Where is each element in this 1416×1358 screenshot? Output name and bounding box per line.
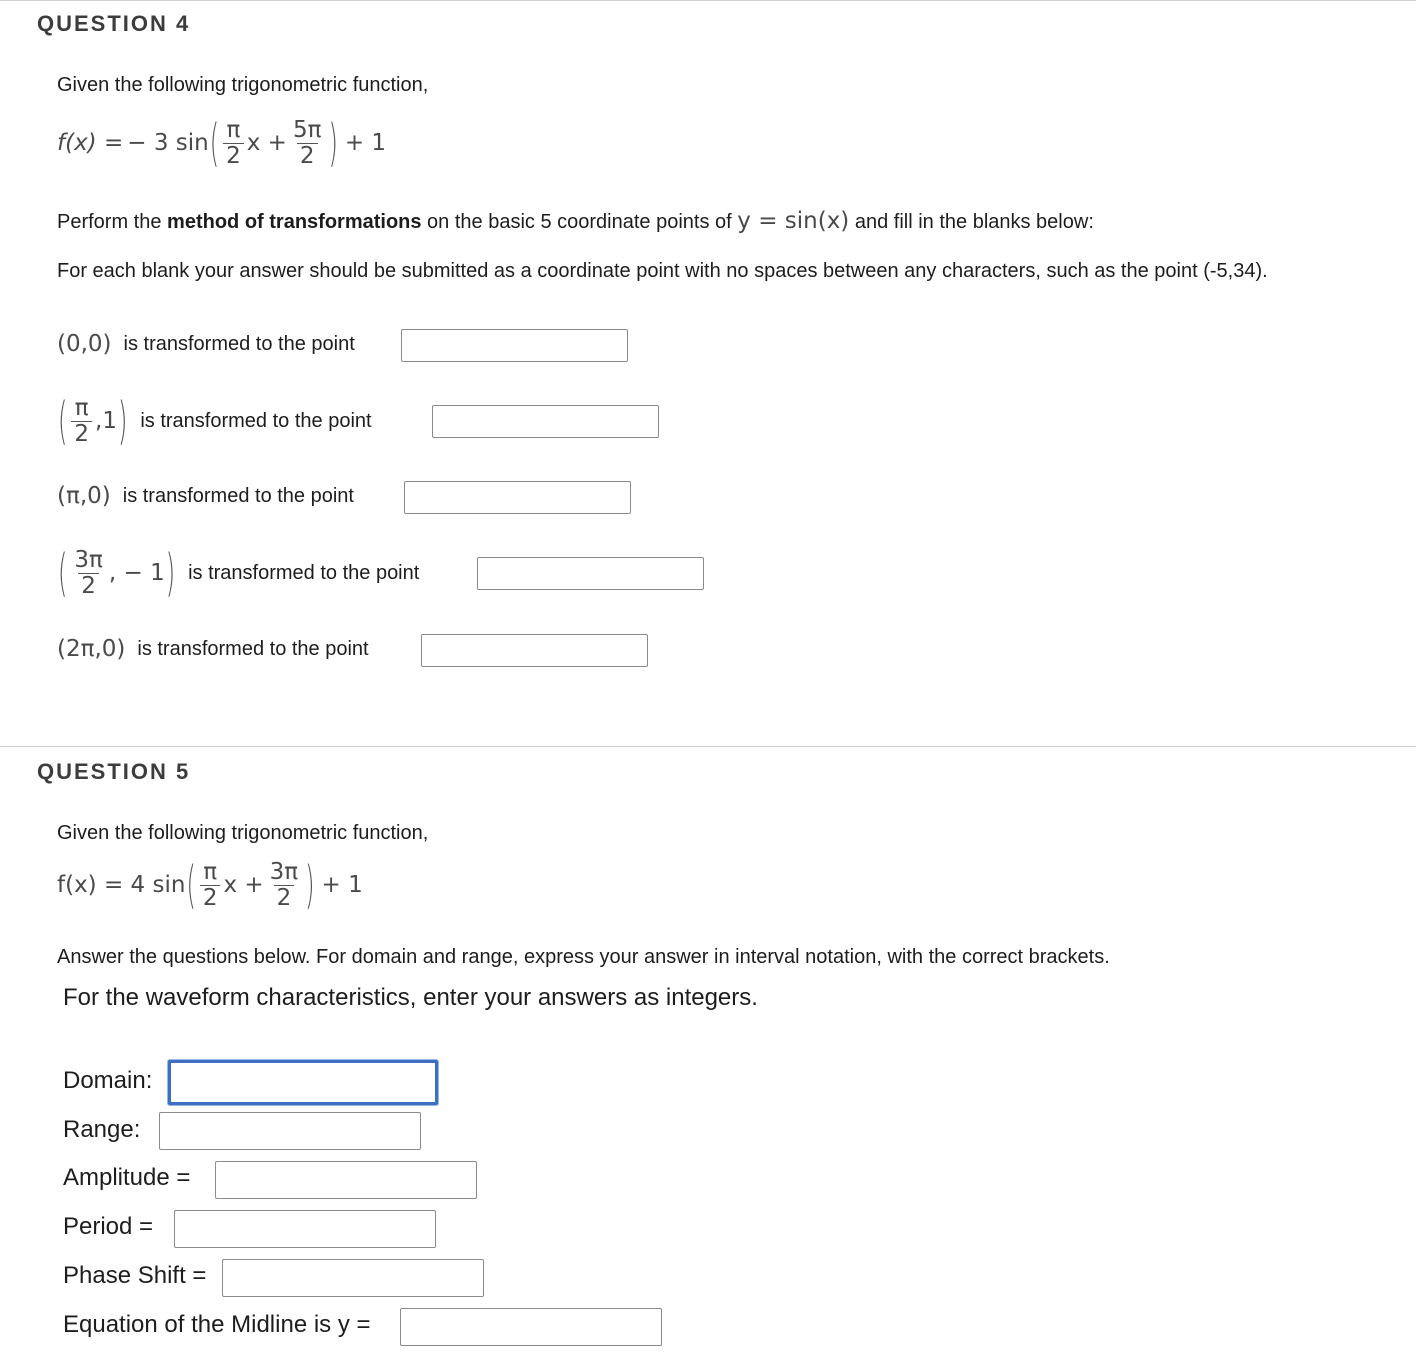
q5-frac2-num: 3π [269, 859, 299, 886]
q4-frac2-den: 2 [297, 143, 318, 168]
q4-answer-3-input[interactable] [404, 481, 631, 514]
q4-point-1-label: is transformed to the point [123, 332, 355, 355]
q4-point-5-label: is transformed to the point [137, 637, 369, 660]
q4-open-paren: ( [209, 113, 220, 173]
q4-f-lhs: f(x) = [57, 130, 124, 156]
q4-point-2-close: ) [117, 391, 128, 451]
q4-point-1 [57, 328, 355, 360]
q5-frac1-num: π [203, 859, 218, 886]
q5-frac1 [200, 860, 221, 909]
q5-frac2 [267, 860, 301, 909]
q4-answer-1-input[interactable] [401, 329, 628, 362]
question-5-heading: QUESTION 5 [37, 759, 191, 784]
q4-answer-2-input[interactable] [432, 405, 659, 438]
midline-label: Equation of the Midline is y = [63, 1311, 371, 1338]
q4-instruction-post: and fill in the blanks below: [849, 211, 1094, 233]
q4-point-4-den: 2 [78, 573, 99, 598]
q4-format-note: For each blank your answer should be submitted as a coordinate point with no spaces between any characters, such as the point (-5,34). [57, 260, 1268, 282]
domain-label: Domain: [63, 1067, 153, 1094]
phase-shift-input[interactable] [222, 1259, 484, 1297]
q4-f-tail: + 1 [344, 130, 387, 156]
q5-f-tail: + 1 [321, 872, 363, 898]
q5-f-lhs: f(x) = 4 sin [57, 872, 186, 898]
q4-frac1-num: π [226, 117, 241, 144]
q4-answer-5-input[interactable] [421, 634, 648, 667]
q4-point-3-label: is transformed to the point [122, 484, 354, 507]
q4-point-2-frac [71, 396, 92, 445]
q4-point-4-frac [71, 548, 105, 597]
q4-frac1-den: 2 [223, 143, 244, 168]
q4-instruction-mid: on the basic 5 coordinate points of [421, 211, 738, 233]
q4-point-2-second: ,1 [95, 408, 117, 434]
q4-point-4-second: , − 1 [108, 560, 165, 586]
q5-frac2-den: 2 [274, 885, 295, 910]
q5-instruction-2: For the waveform characteristics, enter your answers as integers. [63, 984, 758, 1011]
q4-instruction [57, 208, 1094, 234]
q5-open-paren: ( [186, 855, 196, 915]
q4-point-4-close: ) [165, 543, 176, 603]
amplitude-input[interactable] [215, 1161, 477, 1199]
q4-instruction-math: y = sin(x) [737, 208, 850, 234]
q4-point-5 [57, 633, 369, 665]
q4-point-4 [57, 538, 419, 608]
q4-point-2 [57, 386, 372, 456]
q4-point-4-label: is transformed to the point [188, 561, 420, 584]
q5-frac1-den: 2 [200, 885, 221, 910]
q4-point-2-label: is transformed to the point [140, 409, 372, 432]
q4-point-5-math: (2π,0) [57, 636, 126, 662]
range-input[interactable] [159, 1112, 421, 1150]
q4-point-2-num: π [74, 395, 89, 422]
q4-point-2-den: 2 [71, 421, 92, 446]
q4-answer-4-input[interactable] [477, 557, 704, 590]
q5-intro: Given the following trigonometric function, [57, 822, 429, 844]
q4-f-amp: − 3 sin [127, 130, 209, 156]
q4-close-paren: ) [328, 113, 338, 173]
q5-function [57, 852, 363, 918]
q5-close-paren: ) [305, 855, 315, 915]
q5-f-var: x + [223, 872, 264, 898]
q5-instruction: Answer the questions below. For domain and range, express your answer in interval notation, with the correct brackets. [57, 946, 1110, 968]
q4-intro: Given the following trigonometric function, [57, 74, 429, 96]
q4-function [57, 110, 386, 176]
question-4-heading: QUESTION 4 [37, 11, 191, 36]
q4-frac2 [290, 118, 324, 167]
q4-f-var: x + [246, 130, 287, 156]
q4-point-3 [57, 480, 354, 512]
q4-point-4-open: ( [58, 543, 68, 603]
phase-shift-label: Phase Shift = [63, 1262, 207, 1289]
q4-frac1 [223, 118, 244, 167]
q4-point-1-math: (0,0) [57, 331, 112, 357]
top-divider [0, 0, 1416, 1]
q4-frac2-num: 5π [292, 117, 322, 144]
q4-point-4-num: 3π [74, 547, 103, 574]
q4-point-2-open: ( [58, 391, 68, 451]
domain-input[interactable] [168, 1060, 438, 1105]
q4-point-3-math: (π,0) [57, 483, 111, 509]
range-label: Range: [63, 1116, 141, 1143]
amplitude-label: Amplitude = [63, 1164, 191, 1191]
q4-instruction-bold: method of transformations [167, 211, 422, 233]
period-input[interactable] [174, 1210, 436, 1248]
q4-instruction-pre: Perform the [57, 211, 168, 233]
period-label: Period = [63, 1213, 154, 1240]
question-divider [0, 746, 1416, 747]
midline-input[interactable] [400, 1308, 662, 1346]
